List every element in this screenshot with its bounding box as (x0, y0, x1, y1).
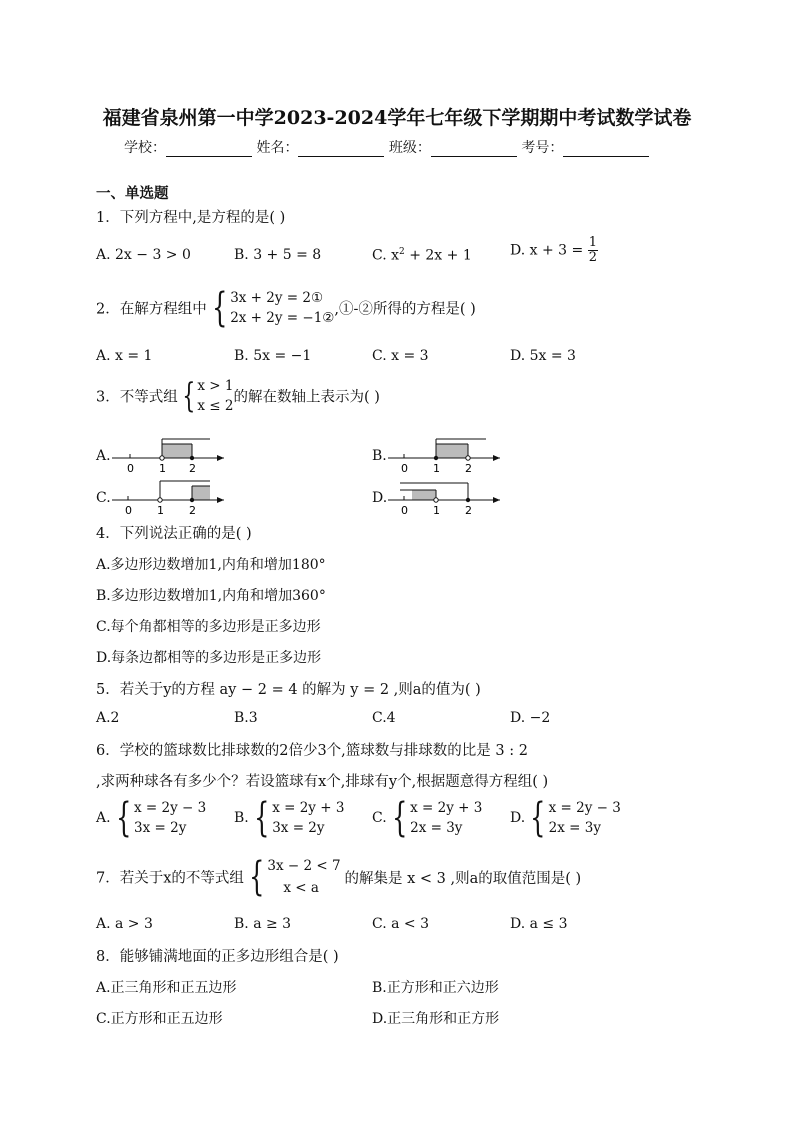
question-8-stem: 8．能够铺满地面的正多边形组合是( ) (96, 949, 339, 965)
q1-option-b[interactable]: B. 3 + 5 = 8 (234, 247, 322, 263)
number-label: 考号： (521, 140, 564, 156)
q2-post: ,①-②所得的方程是( ) (334, 301, 476, 318)
q8-option-c[interactable]: C.正方形和正五边形 (96, 1011, 223, 1027)
name-label: 姓名： (256, 140, 299, 156)
q3-option-c-numberline[interactable] (110, 474, 230, 518)
question-5-stem: 5．若关于y的方程 ay − 2 = 4 的解为 y = 2 ,则a的值为( ) (96, 682, 481, 698)
q2-option-d[interactable]: D. 5x = 3 (510, 348, 576, 364)
svg-text:0: 0 (127, 462, 134, 475)
svg-text:0: 0 (125, 504, 132, 517)
svg-text:1: 1 (159, 462, 166, 475)
q7-post: 的解集是 x < 3 ,则a的取值范围是( ) (344, 870, 582, 887)
q4-option-a[interactable]: A.多边形边数增加1,内角和增加180° (96, 557, 326, 573)
q8-option-a[interactable]: A.正三角形和正五边形 (96, 980, 237, 996)
question-3-stem (96, 376, 380, 416)
question-6-stem-line1: 6．学校的篮球数比排球数的2倍少3个,篮球数与排球数的比是 3 : 2 (96, 743, 528, 759)
q3-option-b-numberline[interactable] (386, 432, 506, 476)
q1-d-fraction: $\frac{1}{2}$ (588, 235, 597, 265)
q1-option-a[interactable]: A. 2x − 3 > 0 (96, 247, 191, 263)
q5-option-b[interactable]: B.3 (234, 710, 258, 726)
question-1-stem: 1．下列方程中,是方程的是( ) (96, 210, 286, 226)
q3-post: 的解在数轴上表示为( ) (233, 389, 380, 406)
class-blank[interactable] (431, 142, 517, 157)
q5-option-d[interactable]: D. −2 (510, 710, 551, 726)
q3-system: { x > 1 x ≤ 2 (182, 376, 234, 416)
student-info-line (124, 137, 649, 157)
name-blank[interactable] (298, 142, 384, 157)
q7-pre: 7．若关于x的不等式组 (96, 870, 244, 887)
q2-system: { 3x + 2y = 2① 2x + 2y = −1② (211, 285, 335, 331)
q3-option-c-label[interactable]: C. (96, 490, 111, 506)
q4-option-b[interactable]: B.多边形边数增加1,内角和增加360° (96, 588, 326, 604)
q6-option-d[interactable]: D. { x = 2y − 3 2x = 3y (510, 795, 621, 841)
q3-option-a-numberline[interactable] (110, 432, 230, 476)
page-title: 福建省泉州第一中学2023-2024学年七年级下学期期中考试数学试卷 (102, 107, 692, 129)
q1-c-base: C. x (372, 247, 400, 264)
q6-option-b[interactable]: B. { x = 2y + 3 3x = 2y (234, 795, 345, 841)
school-blank[interactable] (166, 142, 252, 157)
q3-option-d-label[interactable]: D. (372, 490, 388, 506)
q2-option-a[interactable]: A. x = 1 (96, 348, 153, 364)
school-label: 学校： (124, 140, 166, 156)
q7-option-d[interactable]: D. a ≤ 3 (510, 916, 568, 932)
q7-option-a[interactable]: A. a > 3 (96, 916, 153, 932)
question-6-stem-line2: ,求两种球各有多少个？若设篮球有x个,排球有y个,根据题意得方程组( ) (96, 774, 549, 790)
q2-option-b[interactable]: B. 5x = −1 (234, 348, 312, 364)
section-heading: 一、单选题 (96, 185, 169, 202)
q3-option-b-label[interactable]: B. (372, 448, 387, 464)
number-blank[interactable] (563, 142, 649, 157)
q8-option-d[interactable]: D.正三角形和正方形 (372, 1011, 500, 1027)
q1-option-d[interactable] (510, 236, 598, 265)
q6-option-a[interactable]: A. { x = 2y − 3 3x = 2y (96, 795, 207, 841)
q1-d-lhs: D. x + 3 = (510, 242, 584, 259)
svg-text:2: 2 (465, 504, 472, 517)
svg-text:0: 0 (401, 462, 408, 475)
q5-option-c[interactable]: C.4 (372, 710, 396, 726)
svg-text:2: 2 (189, 462, 196, 475)
svg-text:1: 1 (157, 504, 164, 517)
q7-option-b[interactable]: B. a ≥ 3 (234, 916, 292, 932)
q2-pre: 2．在解方程组中 (96, 301, 207, 318)
svg-text:1: 1 (433, 462, 440, 475)
svg-text:0: 0 (401, 504, 408, 517)
q2-option-c[interactable]: C. x = 3 (372, 348, 429, 364)
q3-option-a-label[interactable]: A. (96, 448, 111, 464)
q3-option-d-numberline[interactable] (386, 474, 506, 518)
q6-option-c[interactable]: C. { x = 2y + 3 2x = 3y (372, 795, 483, 841)
q4-option-c[interactable]: C.每个角都相等的多边形是正多边形 (96, 619, 321, 635)
question-2-stem (96, 285, 476, 331)
svg-text:1: 1 (433, 504, 440, 517)
q1-option-c[interactable] (372, 247, 472, 264)
q8-option-b[interactable]: B.正方形和正六边形 (372, 980, 499, 996)
svg-text:2: 2 (189, 504, 196, 517)
q7-option-c[interactable]: C. a < 3 (372, 916, 429, 932)
q1-c-exp: 2 (399, 247, 405, 257)
q1-c-rest: + 2x + 1 (404, 247, 472, 264)
question-7-stem (96, 855, 581, 899)
q7-system: { 3x − 2 < 7 x < a (248, 854, 341, 900)
q3-pre: 3．不等式组 (96, 389, 178, 406)
q5-option-a[interactable]: A.2 (96, 710, 120, 726)
svg-text:2: 2 (465, 462, 472, 475)
question-4-stem: 4．下列说法正确的是( ) (96, 526, 252, 542)
q4-option-d[interactable]: D.每条边都相等的多边形是正多边形 (96, 650, 322, 666)
class-label: 班级： (388, 140, 431, 156)
